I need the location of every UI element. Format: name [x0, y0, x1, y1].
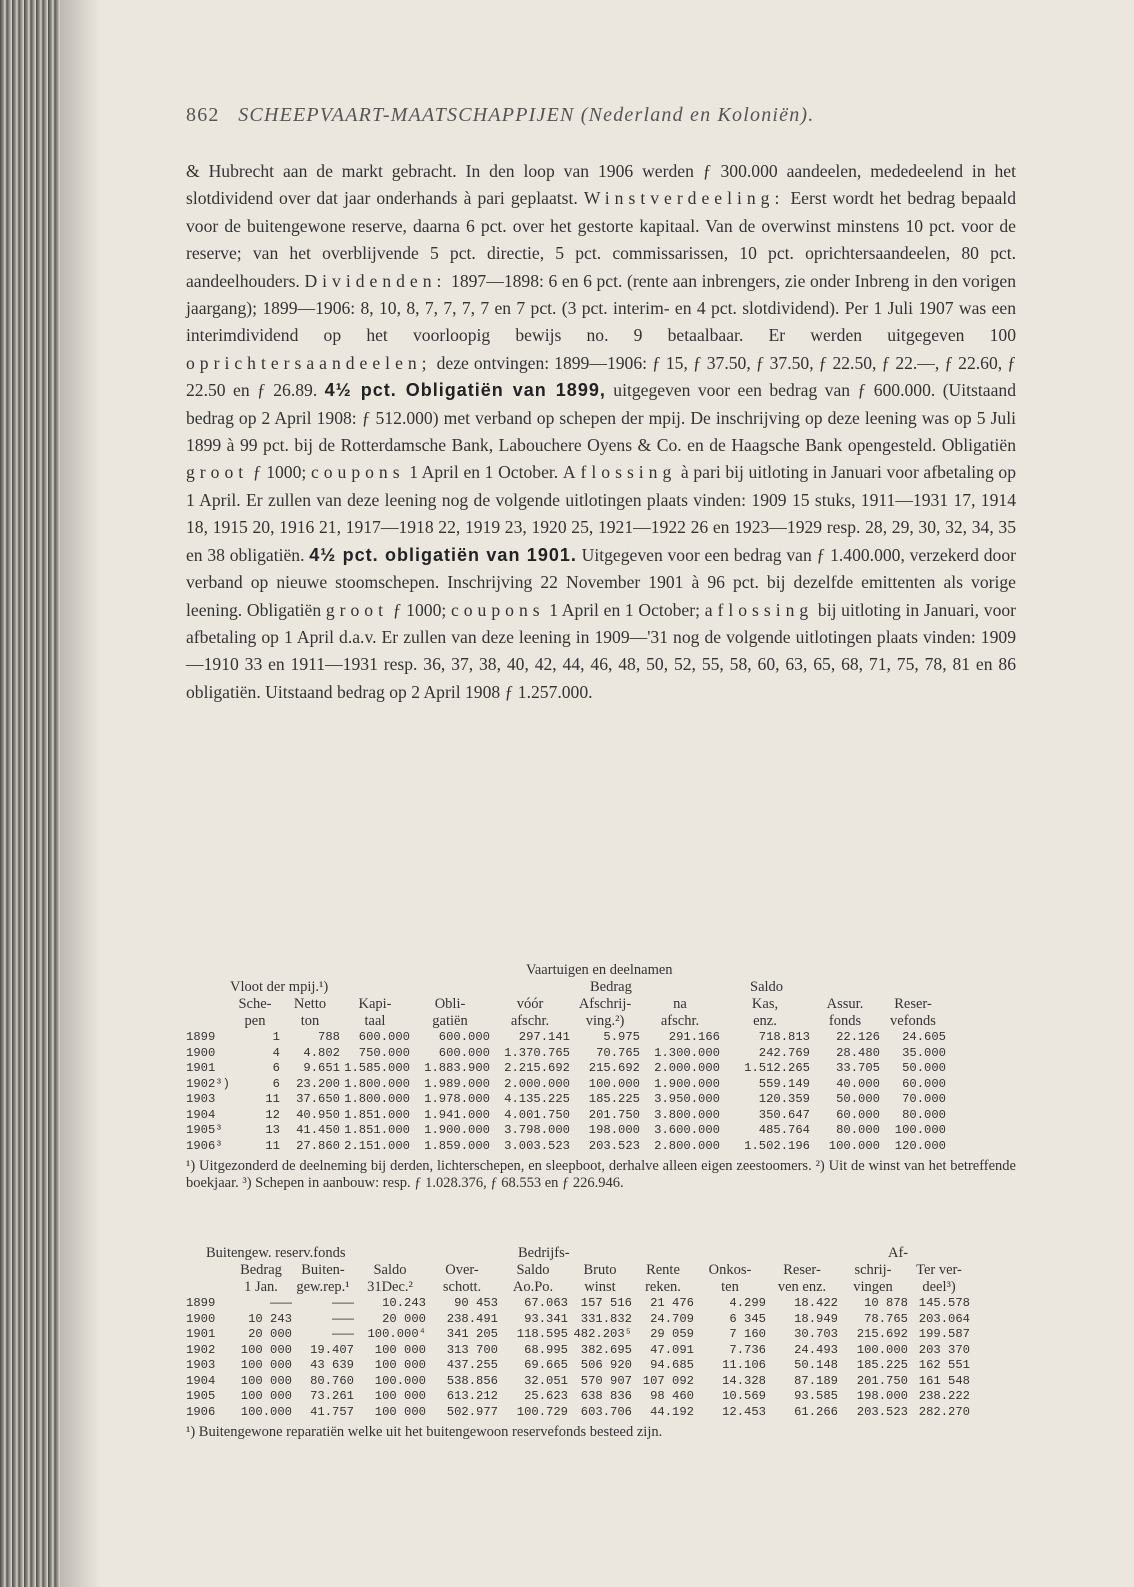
- table-cell-year: [186, 1279, 230, 1296]
- table-cell: Rente: [646, 1262, 680, 1278]
- table-cell: 10 243: [248, 1311, 292, 1326]
- table-cell-year: 1904: [186, 1107, 216, 1122]
- table-header-row: [186, 1013, 1016, 1030]
- table-cell: 100.000: [828, 1138, 880, 1153]
- table-cell: 600.000: [438, 1045, 490, 1060]
- table-cell: 24.605: [902, 1030, 946, 1044]
- table-cell-year: 1899: [186, 1296, 216, 1310]
- table-cell: 37.650: [296, 1092, 340, 1106]
- table-cell: 4.135.225: [504, 1092, 570, 1106]
- table-header-row: [186, 1245, 1016, 1262]
- table-cell: 7 160: [729, 1327, 766, 1341]
- table-cell: 107 092: [642, 1373, 694, 1388]
- table-row: [186, 1389, 1016, 1405]
- section-heading-dividenden: Dividenden:: [304, 270, 447, 291]
- table-row: [186, 1312, 1016, 1328]
- table-cell: 43 639: [310, 1358, 354, 1372]
- table-cell: 1.941.000: [424, 1107, 490, 1122]
- table-cell: gew.rep.¹: [296, 1279, 350, 1295]
- table-cell: 1.851.000: [344, 1123, 410, 1137]
- spaced-term: groot: [325, 599, 388, 620]
- book-spine: [0, 0, 60, 1587]
- table-cell: 145.578: [918, 1296, 970, 1310]
- table-cell: 60.000: [836, 1107, 880, 1122]
- table-cell: 1.585.000: [344, 1061, 410, 1075]
- table-cell: Saldo: [516, 1262, 550, 1278]
- table-cell: 215.692: [856, 1327, 908, 1341]
- table-cell: reken.: [645, 1279, 681, 1295]
- table-cell: ving.²): [585, 1013, 625, 1029]
- table-cell: 33.705: [836, 1061, 880, 1075]
- spaced-term: coupons: [450, 599, 545, 620]
- running-header: [186, 104, 1016, 127]
- table-header-buitengew: Buitengew. reserv.fonds: [206, 1245, 346, 1261]
- paragraph-text: deze ontvingen: 1899—1906: ƒ 15, ƒ 37.50, ƒ 37.50, ƒ 22.50, ƒ 22.—, ƒ 22.60, ƒ 22.50 en ƒ 26.89.: [186, 352, 1016, 401]
- table-cell: 600.000: [438, 1030, 490, 1044]
- table-cell: 502.977: [446, 1404, 498, 1419]
- table-cell: 350.647: [758, 1107, 810, 1122]
- table-body: [186, 1296, 1016, 1420]
- table-cell: 100.000: [894, 1123, 946, 1137]
- table-cell: 1.859.000: [424, 1138, 490, 1153]
- table-cell: 313 700: [446, 1342, 498, 1357]
- table-cell: 32.051: [524, 1373, 568, 1388]
- table-cell: vefonds: [890, 1013, 936, 1029]
- table-cell: 28.480: [836, 1045, 880, 1060]
- table-cell: 87.189: [794, 1373, 838, 1388]
- table-cell: 282.270: [918, 1404, 970, 1419]
- table-cell: 10.569: [722, 1389, 766, 1403]
- paragraph-text: ƒ 1000;: [392, 599, 447, 620]
- table-cell: 600.000: [358, 1030, 410, 1044]
- paragraph-text: Eerst wordt het bedrag bepaald voor de buitengewone reserve, daarna 6 pct. over het gestorte kapitaal. Van de overwinst minstens 10 pct. voor de reserve; van het overblijvende 5 pct. directie, 5 pct. commissarissen, 10 pct. oprichtersaandeelen, 80 pct. aandeelhouders.: [186, 188, 1016, 291]
- table-cell-year: 1902³): [186, 1076, 230, 1091]
- table-row: [186, 1092, 1016, 1108]
- table-cell: Onkos-: [708, 1262, 752, 1278]
- table-cell: Kas,: [751, 996, 779, 1012]
- table-cell: 68.995: [524, 1342, 568, 1357]
- spaced-term: coupons: [310, 462, 405, 483]
- table-cell: 100 000: [374, 1342, 426, 1357]
- table-cell: schott.: [442, 1279, 482, 1295]
- table-cell: Ter ver-: [916, 1262, 962, 1278]
- table-cell: ———: [270, 1296, 292, 1310]
- table-cell: 242.769: [758, 1045, 810, 1060]
- table-header-row: [186, 1262, 1016, 1279]
- table-row: [186, 1077, 1016, 1093]
- table-cell: 80.760: [310, 1373, 354, 1388]
- table-cell: Ao.Po.: [512, 1279, 554, 1295]
- table-cell: 1 Jan.: [244, 1279, 278, 1295]
- table-cell: 73.261: [310, 1389, 354, 1403]
- table-cell: 291.166: [668, 1030, 720, 1044]
- table-cell: 21 476: [650, 1296, 694, 1310]
- table-cell: 67.063: [524, 1296, 568, 1310]
- table-cell: taal: [364, 1013, 386, 1029]
- table-cell: 1.883.900: [424, 1061, 490, 1075]
- table-cell: 70.000: [902, 1092, 946, 1106]
- table-cell: 4.299: [729, 1296, 766, 1310]
- paragraph-text: Uitgegeven voor een bedrag van ƒ 1.400.000, verzekerd door verband op nieuwe stoomschepen. Inschrijving 22 November 1901 à 96 pct. bij dezelfde emittenten als vorige leening. Obligatiën: [186, 544, 1016, 620]
- table-cell: 23.200: [296, 1076, 340, 1091]
- table-cell: 201.750: [856, 1373, 908, 1388]
- table-cell: 100.000: [856, 1342, 908, 1357]
- section-heading-obligatien-1899: 4½ pct. Obligatiën van 1899,: [324, 380, 606, 401]
- table-cell: 100 000: [374, 1358, 426, 1372]
- table-cell-year: [186, 1262, 230, 1279]
- table-cell: 80.000: [836, 1123, 880, 1137]
- table-header-row: [186, 979, 1016, 996]
- table-row: [186, 1296, 1016, 1312]
- table-cell: 100 000: [240, 1389, 292, 1403]
- table-cell: 100 000: [240, 1358, 292, 1372]
- table-cell: 161 548: [918, 1373, 970, 1388]
- table-body: [186, 1030, 1016, 1154]
- table-cell: 157 516: [580, 1296, 632, 1310]
- table-cell: 215.692: [588, 1061, 640, 1075]
- table-header-bedrag: Bedrag: [590, 979, 632, 995]
- table-cell: 50.148: [794, 1358, 838, 1372]
- table-cell: 1.989.000: [424, 1076, 490, 1091]
- table-row: [186, 1061, 1016, 1077]
- table-cell: 22.126: [836, 1030, 880, 1044]
- table-cell: 485.764: [758, 1123, 810, 1137]
- page-title: SCHEEPVAART-MAATSCHAPPIJEN (Nederland en Koloniën).: [238, 104, 815, 126]
- table-header-af: Af-: [888, 1245, 909, 1261]
- paragraph-text: 1 April en 1 October.: [409, 462, 559, 483]
- table-cell: 238.222: [918, 1389, 970, 1403]
- table-cell: na: [673, 996, 687, 1012]
- table-cell: 19.407: [310, 1342, 354, 1357]
- table-cell: ———: [332, 1296, 354, 1310]
- table-cell: 100 000: [240, 1342, 292, 1357]
- table-cell: 93.341: [524, 1311, 568, 1326]
- table-cell: 11: [265, 1092, 280, 1106]
- table-header-bedrijfs: Bedrijfs-: [518, 1245, 570, 1261]
- table-cell: schrij-: [854, 1262, 892, 1278]
- table-cell: 4: [272, 1045, 280, 1060]
- table-cell: 3.798.000: [504, 1123, 570, 1137]
- table-cell: 203 370: [918, 1342, 970, 1357]
- table-cell: 437.255: [446, 1358, 498, 1372]
- spaced-term: oprichtersaandeelen;: [186, 352, 432, 373]
- table-cell: 9.651: [303, 1061, 340, 1075]
- table-cell-year: 1906: [186, 1404, 216, 1419]
- table-cell-year: 1900: [186, 1311, 216, 1326]
- paragraph-text: bij uitloting in Januari, voor afbetaling op 1 April d.a.v. Er zullen van deze leening in 1909—'31 nog de volgende uitlotingen plaats vinden: 1909—1910 33 en 1911—1931 resp. 36, 37, 38, 40, 42, 44, 46, 48, 50, 52, 55, 58, 60, 63, 65, 68, 71, 75, 78, 81 en 86 obligatiën. Uitstaand bedrag op 2 April 1908 ƒ 1.257.000.: [186, 599, 1017, 702]
- table-cell: 341 205: [446, 1327, 498, 1341]
- table-cell: 7.736: [729, 1342, 766, 1357]
- table-cell: 47.091: [650, 1342, 694, 1357]
- table-cell: Netto: [293, 996, 327, 1012]
- table-cell: 24.709: [650, 1311, 694, 1326]
- table-footnote: ¹) Buitengewone reparatiën welke uit het buitengewoon reservefonds besteed zijn.: [186, 1424, 663, 1440]
- table-cell: Obli-: [434, 996, 466, 1012]
- table-cell: Sche-: [238, 996, 272, 1012]
- table-cell: 6: [272, 1061, 280, 1075]
- table-cell: 78.765: [864, 1311, 908, 1326]
- table-row: [186, 1046, 1016, 1062]
- table-cell: 100 000: [374, 1404, 426, 1419]
- fleet-table: [186, 962, 1016, 1192]
- table-cell: 1.300.000: [654, 1045, 720, 1060]
- table-cell: 331.832: [580, 1311, 632, 1326]
- table-cell: 382.695: [580, 1342, 632, 1357]
- table-cell-year: [186, 996, 230, 1013]
- table-cell: 11: [265, 1138, 280, 1153]
- table-cell: Assur.: [826, 996, 864, 1012]
- table-cell: 1.900.000: [654, 1076, 720, 1091]
- table-cell: 1.370.765: [504, 1045, 570, 1060]
- table-cell: ———: [332, 1311, 354, 1326]
- table-cell: pen: [244, 1013, 266, 1029]
- table-cell: Afschrij-: [578, 996, 632, 1012]
- section-heading-obligatien-1901: 4½ pct. obligatiën van 1901.: [309, 544, 577, 565]
- table-cell: winst: [584, 1279, 616, 1295]
- table-cell: 100.729: [516, 1404, 568, 1419]
- table-row: [186, 1405, 1016, 1421]
- table-cell: 10.243: [382, 1296, 426, 1310]
- table-cell: Reser-: [783, 1262, 821, 1278]
- table-cell-year: 1903: [186, 1358, 216, 1372]
- table-cell: 1.851.000: [344, 1107, 410, 1122]
- table-cell: fonds: [828, 1013, 862, 1029]
- table-row: [186, 1374, 1016, 1390]
- table-cell: 570 907: [580, 1373, 632, 1388]
- table-cell: 2.000.000: [504, 1076, 570, 1091]
- spaced-term: aflossing: [704, 599, 814, 620]
- table-cell: 185.225: [588, 1092, 640, 1106]
- table-cell: 3.950.000: [654, 1092, 720, 1106]
- table-cell: ven enz.: [777, 1279, 827, 1295]
- table-cell: 61.266: [794, 1404, 838, 1419]
- spaced-term: groot: [186, 462, 249, 483]
- table-cell: 1.800.000: [344, 1076, 410, 1091]
- table-cell: 20 000: [382, 1311, 426, 1326]
- table-cell: 198.000: [856, 1389, 908, 1403]
- table-cell: 60.000: [902, 1076, 946, 1091]
- table-cell: 613.212: [446, 1389, 498, 1403]
- table-cell: 93.585: [794, 1389, 838, 1403]
- table-cell: 750.000: [358, 1045, 410, 1060]
- table-cell: 4.802: [303, 1045, 340, 1060]
- table-cell: gatiën: [432, 1013, 468, 1029]
- table-cell: 3.800.000: [654, 1107, 720, 1122]
- table-cell: 162 551: [918, 1358, 970, 1372]
- table-cell: 185.225: [856, 1358, 908, 1372]
- table-cell: vóór: [516, 996, 544, 1012]
- table-cell-year: 1905³: [186, 1123, 223, 1137]
- table-cell: Buiten-: [301, 1262, 345, 1278]
- table-cell: Over-: [445, 1262, 479, 1278]
- table-cell: ten: [721, 1279, 739, 1295]
- table-cell: 2.215.692: [504, 1061, 570, 1075]
- table-cell: 118.595: [516, 1327, 568, 1341]
- table-cell: 100.000: [588, 1076, 640, 1091]
- table-cell: 80.000: [902, 1107, 946, 1122]
- table-cell: 718.813: [758, 1030, 810, 1044]
- table-cell: Bruto: [583, 1262, 617, 1278]
- table-cell: 100 000: [374, 1389, 426, 1403]
- table-cell: deel³): [922, 1279, 956, 1295]
- table-row: [186, 1358, 1016, 1374]
- table-cell: 297.141: [518, 1030, 570, 1044]
- paragraph-text: ƒ 1000;: [252, 462, 307, 483]
- table-cell: 1.512.265: [744, 1061, 810, 1075]
- table-cell: 1.800.000: [344, 1092, 410, 1106]
- table-row: [186, 1108, 1016, 1124]
- section-heading-winstverdeeling: Winstverdeeling:: [583, 188, 785, 209]
- table-header-vloot: Vloot der mpij.¹): [230, 979, 329, 995]
- table-cell: 2.151.000: [344, 1138, 410, 1153]
- table-cell: 94.685: [650, 1358, 694, 1372]
- table-cell: 25.623: [524, 1389, 568, 1403]
- table-cell: 40.000: [836, 1076, 880, 1091]
- table-cell: 638 836: [580, 1389, 632, 1403]
- table-cell: ———: [332, 1327, 354, 1341]
- table-cell: 201.750: [588, 1107, 640, 1122]
- table-cell-year: 1901: [186, 1327, 216, 1341]
- table-cell: 18.422: [794, 1296, 838, 1310]
- table-row: [186, 1139, 1016, 1155]
- table-cell: 41.757: [310, 1404, 354, 1419]
- reserve-table: [186, 1245, 1016, 1441]
- table-header-row: [186, 1279, 1016, 1296]
- table-cell: vingen: [853, 1279, 893, 1295]
- table-cell: 70.765: [596, 1045, 640, 1060]
- table-cell-year: 1899: [186, 1030, 216, 1044]
- table-cell: afschr.: [660, 1013, 700, 1029]
- table-cell: Kapi-: [358, 996, 392, 1012]
- table-cell: 788: [318, 1030, 340, 1044]
- table-header-row: [186, 996, 1016, 1013]
- paragraph-text: à pari bij uitloting in Januari voor afbetaling op 1 April. Er zullen van deze leening nog de volgende uitlotingen plaats vinden: 1909 15 stuks, 1911—1931 17, 1914 18, 1915 20, 1916 21, 1917—1918 22, 1919 23, 1920 25, 1921—1922 26 en 1923—1929 resp. 28, 29, 30, 32, 34, 35 en 38 obligatiën.: [186, 462, 1017, 565]
- table-cell: 3.003.523: [504, 1138, 570, 1153]
- table-group-header: Vaartuigen en deelnamen: [526, 962, 673, 978]
- table-cell: 98 460: [650, 1389, 694, 1403]
- table-cell: 35.000: [902, 1045, 946, 1060]
- spaced-term: Aflossing: [562, 462, 677, 483]
- table-cell: 44.192: [650, 1404, 694, 1419]
- table-cell: 2.000.000: [654, 1061, 720, 1075]
- table-cell: 120.000: [894, 1138, 946, 1153]
- table-cell: ton: [300, 1013, 320, 1029]
- table-cell: Saldo: [373, 1262, 407, 1278]
- table-footnote: ¹) Uitgezonderd de deelneming bij derden, lichterschepen, en sleepboot, derhalve alleen eigen zeestoomers. ²) Uit de winst van het betreffende boekjaar. ³) Schepen in aanbouw: resp. ƒ 1.028.376, ƒ 68.553 en ƒ 226.946.: [186, 1158, 1016, 1191]
- table-cell-year: 1906³: [186, 1138, 223, 1153]
- table-row: [186, 1343, 1016, 1359]
- table-cell-year: 1902: [186, 1342, 216, 1357]
- table-cell: 31Dec.²: [367, 1279, 413, 1295]
- table-cell: 120.359: [758, 1092, 810, 1106]
- table-cell: 6 345: [729, 1311, 766, 1326]
- table-cell: Reser-: [894, 996, 932, 1012]
- table-cell: 29 059: [650, 1327, 694, 1341]
- table-cell: 1.900.000: [424, 1123, 490, 1137]
- table-cell-year: 1904: [186, 1373, 216, 1388]
- table-cell: 13: [265, 1123, 280, 1137]
- table-cell: 30.703: [794, 1327, 838, 1341]
- table-cell: 198.000: [588, 1123, 640, 1137]
- table-header-saldo: Saldo: [750, 979, 784, 995]
- paragraph-text: 1897—1898: 6 en 6 pct. (rente aan inbrengers, zie onder Inbreng in den vorigen jaargang); 1899—1906: 8, 10, 8, 7, 7, 7, 7 en 7 pct. (3 pct. interim- en 4 pct. slotdividend). Per 1 Juli 1907 was een interimdividend op het voorloopig bewijs no. 9 betaalbaar. Er werden uitgegeven 100: [186, 270, 1016, 346]
- table-cell: 506 920: [580, 1358, 632, 1372]
- table-row: [186, 1030, 1016, 1046]
- table-cell: 3.600.000: [654, 1123, 720, 1137]
- table-cell: 12: [265, 1107, 280, 1122]
- table-cell: enz.: [753, 1013, 777, 1029]
- table-cell-year: 1905: [186, 1389, 216, 1403]
- table-cell: 11.106: [722, 1358, 766, 1372]
- table-cell-year: [186, 1013, 230, 1030]
- table-cell: 12.453: [722, 1404, 766, 1419]
- table-cell: 5.975: [603, 1030, 640, 1044]
- table-cell: 203.523: [588, 1138, 640, 1153]
- table-cell: 100.000: [374, 1373, 426, 1388]
- table-cell: 2.800.000: [654, 1138, 720, 1153]
- table-row: [186, 1327, 1016, 1343]
- table-cell: 6: [272, 1076, 280, 1091]
- paragraph-text: 1 April en 1 October;: [549, 599, 700, 620]
- table-cell: 4.001.750: [504, 1107, 570, 1122]
- table-cell: 27.860: [296, 1138, 340, 1153]
- page-number: 862: [186, 104, 220, 126]
- table-cell: 199.587: [918, 1327, 970, 1341]
- table-cell-year: 1901: [186, 1061, 216, 1075]
- table-cell-year: 1903: [186, 1092, 216, 1106]
- table-cell: Bedrag: [240, 1262, 282, 1278]
- table-cell: 10 878: [864, 1296, 908, 1310]
- table-cell: 559.149: [758, 1076, 810, 1091]
- body-text: [186, 158, 1016, 706]
- table-cell: 41.450: [296, 1123, 340, 1137]
- table-cell: 100.000: [240, 1404, 292, 1419]
- table-cell: afschr.: [510, 1013, 550, 1029]
- table-cell: 50.000: [836, 1092, 880, 1106]
- table-cell: 69.665: [524, 1358, 568, 1372]
- table-cell: 100 000: [240, 1373, 292, 1388]
- table-cell: 238.491: [446, 1311, 498, 1326]
- page-gutter-shadow: [60, 0, 100, 1587]
- paragraph-text: & Hubrecht aan de markt gebracht. In den loop van 1906 werden ƒ 300.000 aandeelen, mededeelend in het slotdividend over dat jaar onderhands à pari geplaatst.: [186, 161, 1016, 209]
- table-cell: 20 000: [248, 1327, 292, 1341]
- table-cell: 1.978.000: [424, 1092, 490, 1106]
- table-cell: 40.950: [296, 1107, 340, 1122]
- table-row: [186, 1123, 1016, 1139]
- table-cell: 50.000: [902, 1061, 946, 1075]
- table-cell: 90 453: [454, 1296, 498, 1310]
- table-cell: 482.203⁵: [573, 1327, 632, 1341]
- table-cell: 1: [272, 1030, 280, 1044]
- paragraph-text: uitgegeven voor een bedrag van ƒ 600.000. (Uitstaand bedrag op 2 April 1908: ƒ 512.000) met verband op schepen der mpij. De inschrijving op deze leening was op 5 Juli 1899 à 99 pct. bij de Rotterdamsche Bank, Labouchere Oyens & Co. en de Haagsche Bank opengesteld. Obligatiën: [186, 380, 1016, 456]
- table-cell-year: 1900: [186, 1045, 216, 1060]
- table-cell: 203.523: [856, 1404, 908, 1419]
- table-cell: 100.000⁴: [367, 1327, 426, 1341]
- table-cell: 1.502.196: [744, 1138, 810, 1153]
- table-cell: 24.493: [794, 1342, 838, 1357]
- table-cell: 18.949: [794, 1311, 838, 1326]
- table-cell: 538.856: [446, 1373, 498, 1388]
- table-cell: 14.328: [722, 1373, 766, 1388]
- table-cell: 603.706: [580, 1404, 632, 1419]
- table-cell: 203.064: [918, 1311, 970, 1326]
